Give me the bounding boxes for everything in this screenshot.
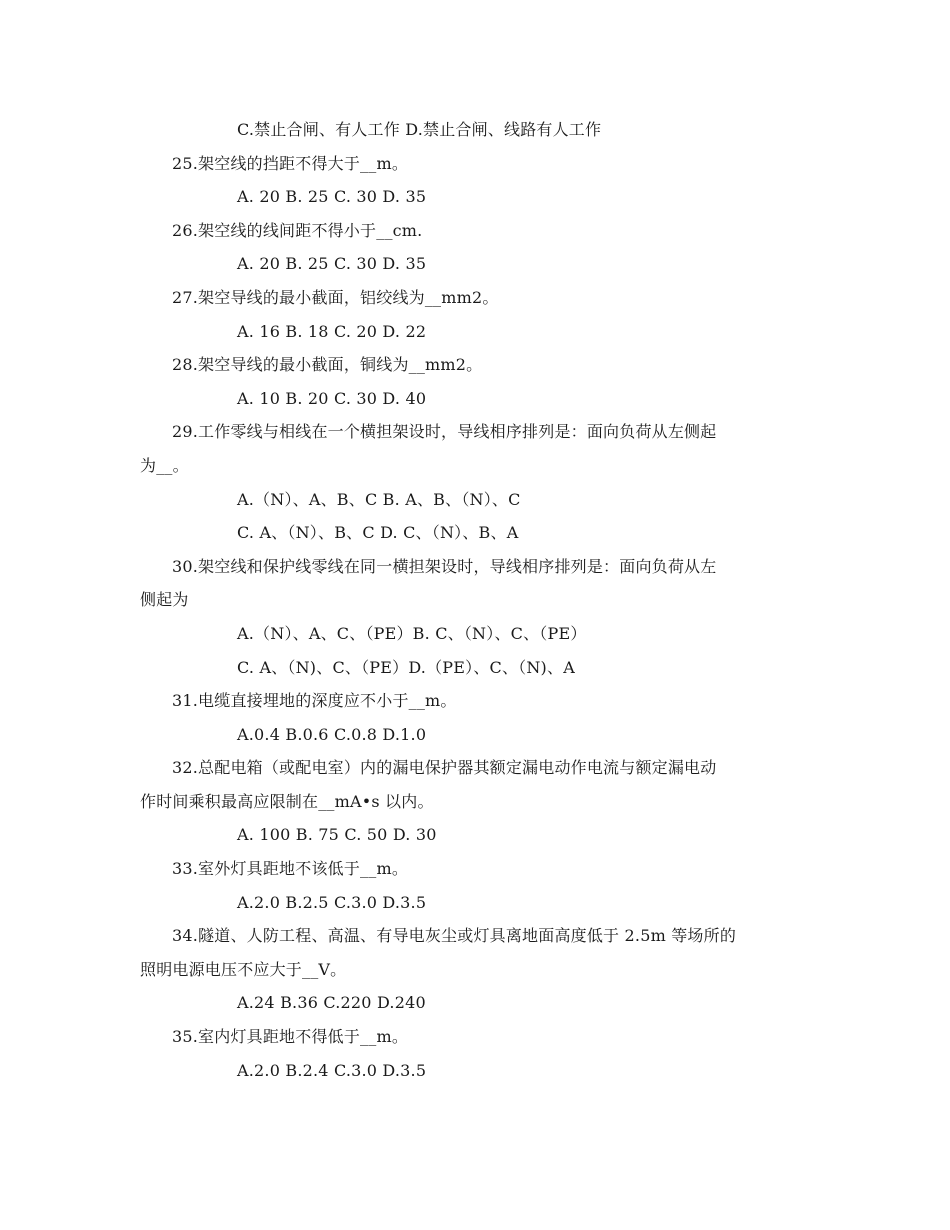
option-line: A.2.0 B.2.5 C.3.0 D.3.5 — [237, 892, 427, 912]
question-26: 26.架空线的线间距不得小于__cm. — [172, 220, 423, 240]
question-32-continuation: 作时间乘积最高应限制在__mA•s 以内。 — [140, 791, 434, 811]
question-32: 32.总配电箱（或配电室）内的漏电保护器其额定漏电动作电流与额定漏电动 — [172, 758, 717, 778]
option-line: A. 10 B. 20 C. 30 D. 40 — [237, 388, 427, 408]
question-25: 25.架空线的挡距不得大于__m。 — [172, 153, 409, 173]
option-line: A. 20 B. 25 C. 30 D. 35 — [237, 254, 427, 274]
option-line: A.2.0 B.2.4 C.3.0 D.3.5 — [237, 1060, 427, 1080]
question-29: 29.工作零线与相线在一个横担架设时，导线相序排列是：面向负荷从左侧起 — [172, 422, 717, 442]
question-34: 34.隧道、人防工程、高温、有导电灰尘或灯具离地面高度低于 2.5m 等场所的 — [172, 926, 737, 946]
option-line: C.禁止合闸、有人工作 D.禁止合闸、线路有人工作 — [237, 120, 602, 139]
option-line: A.24 B.36 C.220 D.240 — [237, 993, 426, 1013]
question-29-continuation: 为__。 — [140, 455, 189, 475]
question-30: 30.架空线和保护线零线在同一横担架设时，导线相序排列是：面向负荷从左 — [172, 556, 717, 576]
question-27: 27.架空导线的最小截面，铝绞线为__mm2。 — [172, 287, 499, 307]
option-line: C. A、（N）、B、C D. C、（N）、B、A — [237, 523, 519, 543]
option-line: A. 16 B. 18 C. 20 D. 22 — [237, 321, 427, 341]
option-line: A. 20 B. 25 C. 30 D. 35 — [237, 187, 427, 207]
question-31: 31.电缆直接埋地的深度应不小于__m。 — [172, 691, 457, 711]
option-line: A.（N）、A、C、（PE）B. C、（N）、C、（PE） — [237, 623, 587, 643]
question-34-continuation: 照明电源电压不应大于__V。 — [140, 959, 347, 979]
option-line: A. 100 B. 75 C. 50 D. 30 — [237, 825, 437, 845]
document-body — [140, 113, 820, 1087]
option-line: A.（N）、A、B、C B. A、B、（N）、C — [237, 489, 521, 509]
question-35: 35.室内灯具距地不得低于__m。 — [172, 1027, 409, 1047]
option-line: A.0.4 B.0.6 C.0.8 D.1.0 — [237, 724, 427, 744]
question-30-continuation: 侧起为 — [140, 590, 189, 610]
option-line: C. A、（N)、C、（PE）D.（PE）、C、（N)、A — [237, 657, 575, 677]
question-33: 33.室外灯具距地不该低于__m。 — [172, 859, 409, 879]
question-28: 28.架空导线的最小截面，铜线为__mm2。 — [172, 355, 483, 375]
